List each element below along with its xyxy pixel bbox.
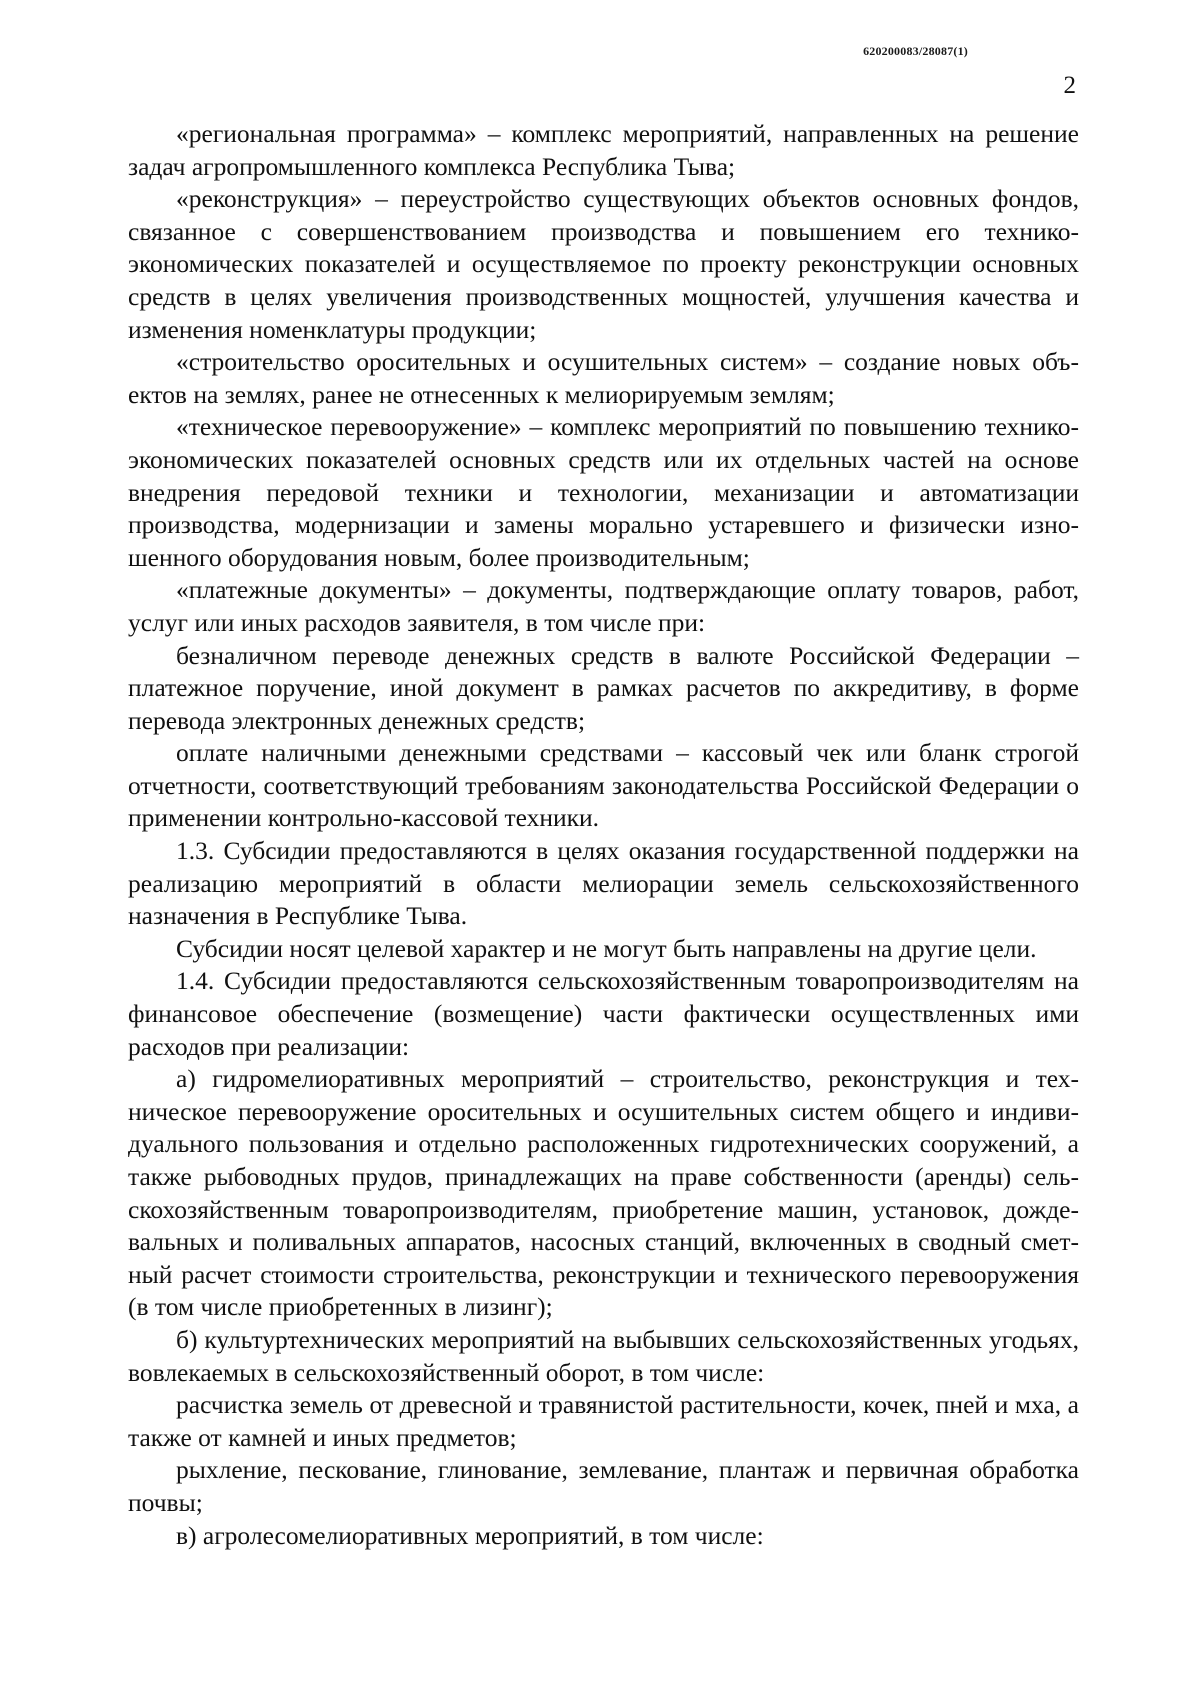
paragraph-technical-reequipment: «техническое перевооружение» – комплекс мероприятий по повышению технико-экономических показателей основных средств или их отдельных частей на основе внедрения передовой техники и технологии, механизации и автоматизации производства, модернизации и замены морально устаревшего и физически изношенного оборудования новым, более производительным; [128,412,1079,572]
paragraph-construction-systems: «строительство оросительных и осушительных систем» – создание новых объектов на землях, ранее не отнесенных к мелиорируемым землям; [128,347,1079,409]
paragraph-targeted-nature: Субсидии носят целевой характер и не могут быть направлены на другие цели. [176,933,1037,963]
page-number: 2 [1063,72,1076,99]
paragraph-item-b: б) культуртехнических мероприятий на выбывших сельскохозяйственных угодьях, вовлекаемых в сельскохозяйственный оборот, в том числе: [128,1324,1079,1387]
paragraph-cash-payment: оплате наличными денежными средствами – кассовый чек или бланк строгой отчетности, соответствующий требованиям законодательства Российской Федерации о применении контрольно-кассовой техники. [128,738,1079,833]
paragraph-section-1-3: 1.3. Субсидии предоставляются в целях оказания государственной поддержки на реализацию мероприятий в области мелиорации земель сельскохозяйственного назначения в Республике Тыва. [128,836,1079,931]
paragraph-item-a: а) гидромелиоративных мероприятий – строительство, реконструкция и техническое перевооружение оросительных и осушительных систем общего и индивидуального пользования и отдельно расположенных гидротехнических сооружений, а также рыбоводных прудов, принадлежащих на праве собственности (аренды) сельскохозяйственным товаропроизводителям, приобретение машин, установок, дождевальных и поливальных аппаратов, насосных станций, включенных в сводный сметный расчет стоимости строительства, реконструкции и технического перевооружения (в том числе приобретенных в лизинг); [128,1064,1079,1322]
document-id: 620200083/28087(1) [863,44,968,58]
paragraph-item-v: в) агролесомелиоративных мероприятий, в том числе: [176,1520,764,1550]
paragraph-section-1-4: 1.4. Субсидии предоставляются сельскохозяйственным товаропроизводителям на финансовое обеспечение (возмещение) части фактически осуществленных ими расходов при реализации: [128,966,1079,1061]
paragraph-cashless-transfer: безналичном переводе денежных средств в валюте Российской Федерации – платежное поручение, иной документ в рамках расчетов по аккредитиву, в форме перевода электронных денежных средств; [128,640,1079,735]
paragraph-reconstruction: «реконструкция» – переустройство существующих объектов основных фондов, связанное с совершенствованием производства и повышением его технико-экономических показателей и осуществляемое по проекту реконструкции основных средств в целях увеличения производственных мощностей, улучшения качества и изменения номенклатуры продукции; [128,184,1079,344]
document-body [128,118,1079,1552]
paragraph-regional-program: «региональная программа» – комплекс мероприятий, направленных на решение задач агропромышленного комплекса Республика Тыва; [128,119,1079,181]
paragraph-payment-documents: «платежные документы» – документы, подтверждающие оплату товаров, работ, услуг или иных расходов заявителя, в том числе при: [128,575,1079,637]
paragraph-land-clearing: расчистка земель от древесной и травянистой растительности, кочек, пней и мха, а также от камней и иных предметов; [128,1390,1079,1452]
paragraph-soil-treatment: рыхление, пескование, глинование, землевание, плантаж и первичная обработка почвы; [128,1455,1079,1517]
